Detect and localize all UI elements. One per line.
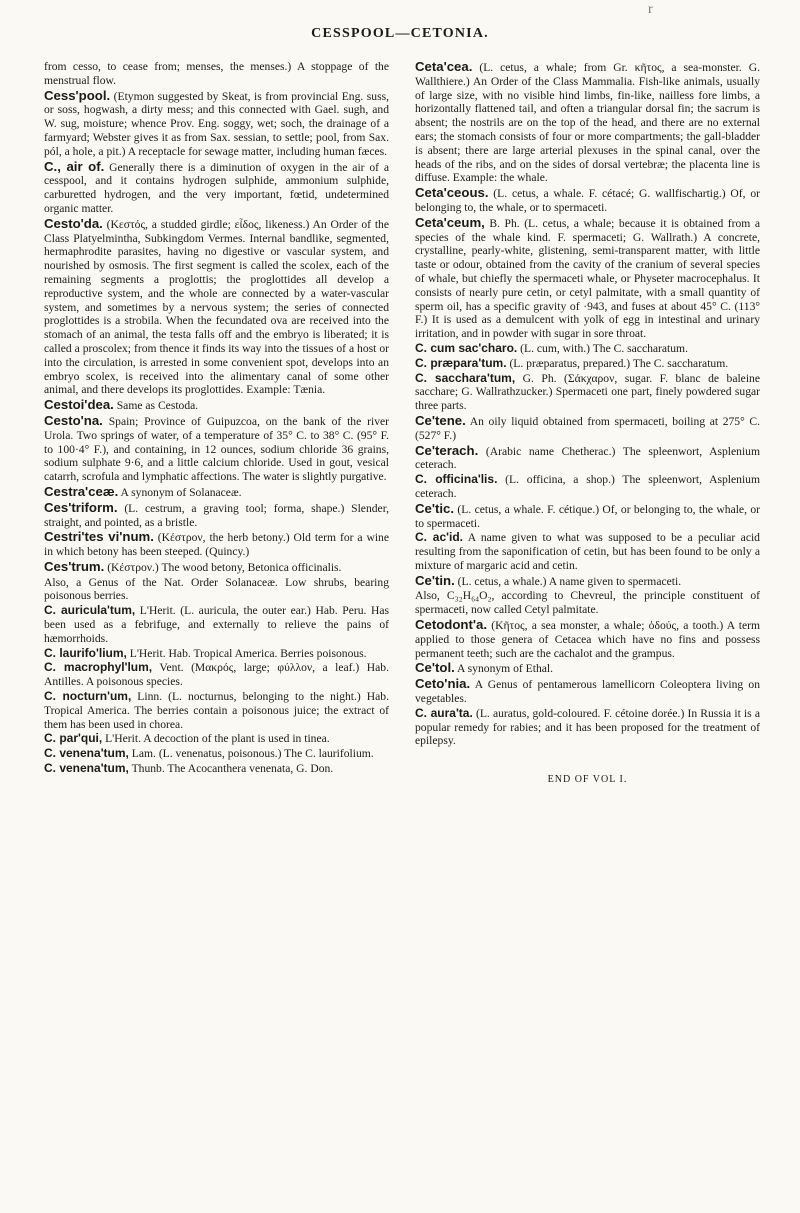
dictionary-entry [44, 485, 389, 500]
entry-definition: (L. cetus, a whale. F. cétique.) Of, or belonging to, the whale, or to spermaceti. [415, 502, 760, 530]
entry-definition: (Etymon suggested by Skeat, is from provincial Eng. suss, or soss, hogwash, a dirty mess; and this connected with Gael. sugh, and W. sug, moisture; whence Prov. Eng. soggy, wet; soch, the drainage of a farmyard; Webster gives it as from Sax. sessian, to settle; pool, from Sax. pól, a hole, a pit.) A receptacle for sewage matter, including human fæces. [44, 89, 389, 158]
entry-definition: (Arabic name Chetherac.) The spleenwort, Asplenium ceterach. [415, 444, 760, 472]
entry-headword: Ces'triform. [44, 499, 118, 515]
entry-definition: Same as Cestoda. [113, 399, 199, 413]
dictionary-entry [44, 160, 389, 216]
entry-definition: (L. auratus, gold-coloured. F. cétoine dorée.) In Russia it is a popular remedy for rabies; and it has been proposed for the treatment of epilepsy. [415, 706, 760, 748]
dictionary-entry [44, 690, 389, 731]
dictionary-entry [415, 372, 760, 413]
entry-definition: L'Herit. (L. auricula, the outer ear.) Hab. Peru. Has been used as a febrifuge, and externally to relieve the pains of hæmorrhoids. [44, 604, 389, 645]
entry-definition: (L. cetus, a whale.) A name given to spermaceti. [454, 574, 682, 588]
entry-definition: Also, C₃₂H₆₄O₂, according to Chevreul, the principle constituent of spermaceti, now called Cetyl palmitate. [415, 589, 760, 617]
entry-definition: (L. cestrum, a graving tool; forma, shape.) Slender, straight, and pointed, as a bristle. [44, 501, 389, 529]
dictionary-entry [44, 398, 389, 413]
entry-definition: (L. cum, with.) The C. saccharatum. [517, 341, 688, 355]
entry-headword: C. cum sac'charo. [415, 340, 518, 355]
entry-headword: C. aura'ta. [415, 705, 473, 720]
dictionary-entry [44, 576, 389, 604]
entry-headword: C., air of. [44, 158, 105, 174]
entry-headword: Cesto'da. [44, 215, 103, 231]
dictionary-entry [44, 414, 389, 484]
corner-mark: r [648, 2, 653, 17]
entry-definition: from cesso, to cease from; menses, the menses.) A stoppage of the menstrual flow. [44, 60, 389, 87]
entry-headword: C. venena'tum, [44, 746, 129, 761]
entry-definition: Generally there is a diminution of oxygen in the air of a cesspool, and it contains hydrogen sulphide, ammonium sulphide, carburetted hydrogen, and the very important, fœtid, undetermined organic matter. [44, 160, 390, 215]
right-column-entries [415, 60, 760, 748]
entry-definition: Thunb. The Acocanthera venenata, G. Don. [128, 762, 334, 776]
entry-headword: C. præpara'tum. [415, 355, 507, 370]
entry-definition: (L. cetus, a whale; from Gr. κῆτος, a sea-monster. G. Wallthiere.) An Order of the Class Mammalia. Fish-like animals, usually of large size, with no visible hind limbs, fin-like, nailless fore limbs, a horizontally flattened tail, and often a triangular dorsal fin; the sacrum is absent; the nostrils are on the top of the head, and there are no external ears; the stomach consists of four or more compartments; the gall-bladder is absent; there are large arterial plexuses in the spinal canal, over the heads of the ribs, and on the sides of dorsal vertebræ; the placenta line is diffuse. Example: the whale. [415, 61, 760, 185]
right-column [415, 60, 760, 785]
entry-definition: (L. præparatus, prepared.) The C. saccharatum. [506, 356, 729, 370]
entry-headword: Cesto'na. [44, 412, 103, 428]
entry-headword: Ceta'cea. [415, 59, 473, 74]
entry-definition: B. Ph. (L. cetus, a whale; because it is obtained from a species of the whale kind. F. spermaceti; G. Wallrath.) A concrete, crystalline, pearly-white, glistening, semi-transparent matter, with little taste or odour, obtained from the cavity of the cranium of several species of whale, but chiefly the spermaceti whale, or Physeter macrocephalus. It consists of nearly pure cetin, or cetyl palmitate, with a small quantity of sperm oil, has a specific gravity of ·943, and fuses at about 45° C. (113° F.) It is used as a demulcent with yolk of egg in intestinal and urinary irritation, and in powder with sugar in sore throat. [415, 216, 760, 341]
entry-definition: Vent. (Μακρός, large; φύλλον, a leaf.) Hab. Antilles. A poisonous species. [44, 661, 389, 689]
entry-headword: Ce'tin. [415, 572, 455, 588]
dictionary-entry [415, 677, 760, 706]
dictionary-entry [44, 530, 389, 559]
dictionary-entry [415, 589, 760, 617]
entry-headword: C. auricula'tum, [44, 603, 136, 618]
entry-headword: C. ac'id. [415, 530, 464, 545]
entry-definition: (Κέστρον, the herb betony.) Old term for a wine in which betony has been steeped. (Quincy.) [44, 531, 389, 559]
entry-headword: Cess'pool. [44, 87, 111, 103]
dictionary-entry [44, 647, 389, 661]
dictionary-entry [415, 342, 760, 356]
entry-definition: A synonym of Solanaceæ. [118, 485, 242, 499]
entry-headword: C. venena'tum, [44, 761, 129, 776]
entry-headword: C. officina'lis. [415, 472, 498, 487]
dictionary-entry [415, 473, 760, 501]
entry-definition: Spain; Province of Guipuzcoa, on the bank of the river Urola. Two springs of water, of a temperature of 35° C. to 38° C. (95° F. to 100·4° F.), and containing, in 12 ounces, sodium chloride 36 grains, sodium sulphate 9·6, and a little calcium chloride. Used in gout, vesical catarrh, scrofula and lymphatic affections. The water is slightly purgative. [44, 414, 389, 484]
entry-headword: Ce'tene. [415, 412, 466, 428]
entry-headword: Ceto'nia. [415, 676, 471, 692]
entry-headword: Ce'tic. [415, 500, 455, 516]
entry-definition: (Κεστός, a studded girdle; εἶδος, likeness.) An Order of the Class Platyelmintha, Subkingdom Vermes. Internal bandlike, segmented, hermaphrodite parasites, having no digestive or vascular system, and nourished by osmosis. The first segment is called the scolex, each of the remaining segments a proglottis; the proglottides all develop a reproductive system, and the whole are connected by a water-vascular system, and sometimes by a nervous system; the series of connected proglottides is a strobila. When the fecundated ova are received into the stomach of an animal, the testa falls off and the embryo is liberated; it is called a proscolex; from thence it finds its way into the tissues of a host or into the circulation, is arrested in some convenient spot, develops into an embryo scolex, is received into the alimentary canal of some other animal, and there develops its proglottides. Example: Tænia. [44, 217, 389, 397]
dictionary-entry [415, 357, 760, 371]
entry-headword: C. macrophyl'lum, [44, 660, 153, 675]
dictionary-entry [415, 502, 760, 531]
entry-headword: Cetodont'a. [415, 617, 487, 633]
entry-headword: C. nocturn'um, [44, 689, 132, 704]
dictionary-entry [415, 60, 760, 185]
dictionary-entry [415, 618, 760, 660]
entry-headword: Ce'terach. [415, 442, 479, 458]
entry-definition: (Κέστρον.) The wood betony, Betonica officinalis. [104, 560, 342, 574]
dictionary-entry [415, 216, 760, 341]
dictionary-entry [44, 89, 389, 159]
entry-headword: Ceta'ceous. [415, 185, 489, 201]
dictionary-entry [44, 762, 389, 776]
dictionary-entry [415, 414, 760, 443]
dictionary-entry [415, 707, 760, 748]
entry-headword: C. sacchara'tum, [415, 370, 516, 385]
entry-headword: Ceta'ceum, [415, 214, 485, 230]
dictionary-entry [415, 444, 760, 473]
entry-definition: Linn. (L. nocturnus, belonging to the night.) Hab. Tropical America. The berries contain a poisonous juice; the extract of them has been used in chorea. [44, 690, 389, 731]
end-of-volume-note: END OF VOL I. [547, 774, 628, 786]
entry-headword: Cestra'ceæ. [44, 483, 119, 499]
entry-headword: Ce'tol. [415, 660, 455, 676]
entry-headword: Ces'trum. [44, 558, 105, 574]
entry-headword: Cestri'tes vi'num. [44, 529, 154, 545]
dictionary-entry [44, 732, 389, 746]
entry-definition: Lam. (L. venenatus, poisonous.) The C. laurifolium. [128, 747, 374, 761]
dictionary-entry [44, 217, 389, 397]
entry-headword: C. par'qui, [44, 731, 103, 746]
entry-definition: A synonym of Ethal. [454, 662, 554, 676]
dictionary-entry [415, 531, 760, 572]
entry-definition: (Κῆτος, a sea monster, a whale; ὀδούς, a tooth.) A term applied to those genera of Cetacea which have no fins and possess permanent teeth; such are the cachalot and the grampus. [415, 619, 760, 660]
entry-definition: L'Herit. Hab. Tropical America. Berries poisonous. [126, 646, 367, 660]
entry-definition: (L. officina, a shop.) The spleenwort, Asplenium ceterach. [415, 473, 760, 500]
dictionary-entry [415, 574, 760, 589]
dictionary-entry [44, 60, 389, 88]
page-header: CESSPOOL—CETONIA. [311, 26, 489, 41]
entry-definition: An oily liquid obtained from spermaceti, boiling at 275° C. (527° F.) [415, 414, 760, 442]
entry-definition: G. Ph. (Σάκχαρον, sugar. F. blanc de baleine sacchare; G. Wallrathzucker.) Spermaceti one part, finely powdered sugar three parts. [415, 371, 760, 413]
dictionary-columns [44, 60, 760, 785]
dictionary-entry [44, 747, 389, 761]
dictionary-entry [415, 661, 760, 676]
entry-definition: L'Herit. A decoction of the plant is used in tinea. [102, 732, 330, 746]
dictionary-entry [44, 501, 389, 530]
entry-headword: Cestoi'dea. [44, 397, 114, 413]
entry-definition: A Genus of pentamerous lamellicorn Coleoptera living on vegetables. [415, 678, 760, 706]
entry-definition: (L. cetus, a whale. F. cétacé; G. wallfischartig.) Of, or belonging to, the whale, or to spermaceti. [415, 187, 760, 214]
entry-definition: Also, a Genus of the Nat. Order Solanaceæ. Low shrubs, bearing poisonous berries. [44, 575, 389, 603]
entry-definition: A name given to what was supposed to be a peculiar acid resulting from the saponification of cetin, but has been found to be only a mixture of margaric acid and cetin. [415, 531, 760, 572]
entry-headword: C. laurifo'lium, [44, 645, 127, 660]
dictionary-entry [44, 604, 389, 645]
left-column [44, 60, 389, 785]
dictionary-entry [44, 661, 389, 689]
dictionary-entry [415, 186, 760, 215]
dictionary-entry [44, 560, 389, 575]
